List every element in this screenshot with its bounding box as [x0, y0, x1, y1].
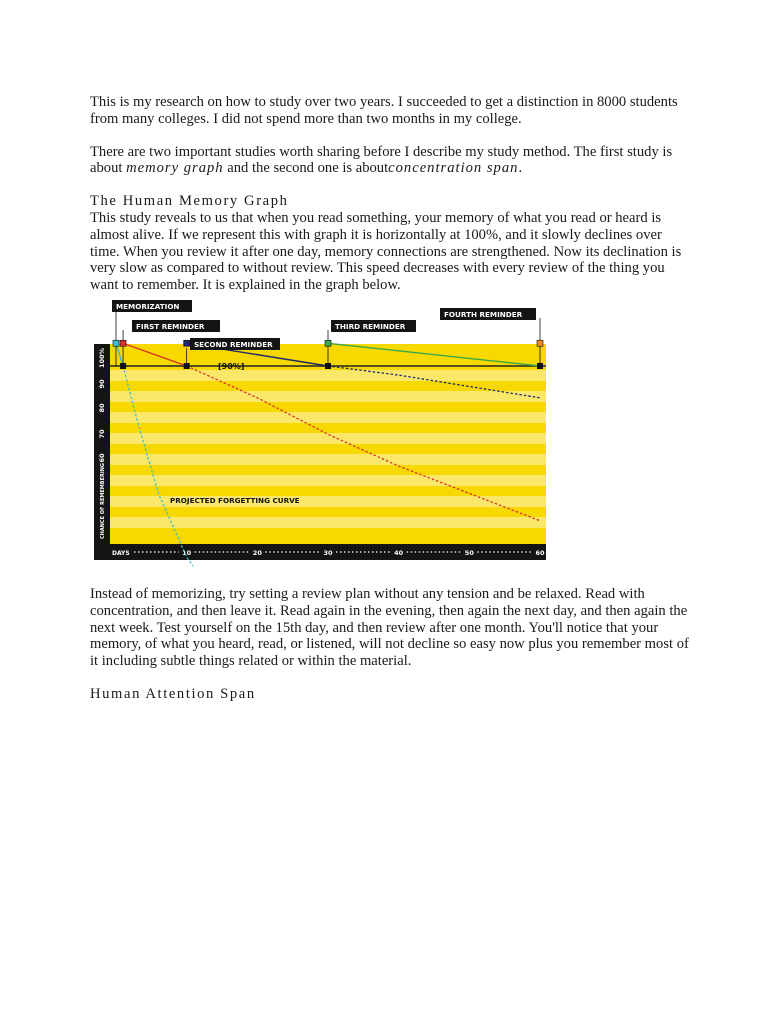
chart-stripe [110, 412, 546, 423]
studies-text-3: . [518, 160, 523, 177]
first-reminder-label: FIRST REMINDER [136, 321, 205, 331]
x-tick-label: 40 [394, 548, 404, 557]
ninety-percent-label: [90%] [218, 361, 245, 371]
studies-text-1: There are two important studies worth sharing before I describe my study method. The first study is about [90, 143, 673, 177]
memory-graph-paragraph: This study reveals to us that when you read something, your memory of what you read or heard is almost alive. If we represent this with graph it is horizontally at 100%, and it slowly declines over time. When you review it after one day, memory connections are strengthened. Now its declination is very slow as compared to without review. This speed decreases with every review of the thing you want to remember. It is explained in the graph below. [90, 209, 682, 294]
reminder-marker [113, 340, 119, 346]
memory-graph-chart [90, 296, 560, 566]
x-tick-label: 20 [252, 548, 262, 557]
intro-paragraph: This is my research on how to study over two years. I succeeded to get a distinction in 8000 students from many colleges. I did not spend more than two months in my college. [90, 94, 678, 127]
chart-stripe [110, 475, 546, 486]
x-tick-label: 30 [323, 548, 333, 557]
chart-stripe [110, 454, 546, 465]
studies-text-2: and the second one is about [223, 160, 389, 177]
memorization-label: MEMORIZATION [116, 301, 180, 311]
reminder-point [325, 363, 331, 369]
reminder-point [120, 363, 126, 369]
y-tick-label: 80 [98, 403, 106, 413]
reminder-point [537, 363, 543, 369]
reminder-marker [537, 340, 543, 346]
term-concentration-span: concentration span [388, 160, 519, 177]
second-reminder-label: SECOND REMINDER [194, 339, 273, 349]
y-tick-label: 100% [98, 347, 106, 369]
x-tick-label: 50 [464, 548, 474, 557]
studies-paragraph [90, 144, 690, 178]
y-tick-label: 60 [98, 453, 106, 463]
reminder-point [184, 363, 190, 369]
x-tick-label: 10 [182, 548, 192, 557]
reminder-marker [120, 340, 126, 346]
y-axis-label: CHANCE OF REMEMBERING [100, 462, 106, 539]
reminder-marker [184, 340, 190, 346]
term-memory-graph: memory graph [126, 160, 224, 177]
memory-graph-figure [90, 296, 560, 566]
heading-memory-graph: The Human Memory Graph [90, 193, 289, 210]
forgetting-curve-label: PROJECTED FORGETTING CURVE [170, 495, 300, 505]
y-tick-label: 70 [98, 429, 106, 439]
document-page [90, 94, 690, 703]
chart-stripe [110, 433, 546, 444]
chart-stripe [110, 391, 546, 402]
chart-stripe [110, 517, 546, 528]
heading-attention-span: Human Attention Span [90, 685, 256, 702]
x-axis-label: DAYS [112, 549, 130, 557]
x-tick-label: 60 [535, 548, 545, 557]
y-tick-label: 90 [98, 379, 106, 389]
reminder-marker [325, 340, 331, 346]
chart-stripe [110, 370, 546, 381]
review-plan-paragraph: Instead of memorizing, try setting a review plan without any tension and be relaxed. Read with concentration, and then leave it. Read again in the evening, then again the next day, and then again the next week. Test yourself on the 15th day, and then review after one month. You'll notice that your memory, of what you heard, read, or listened, will not decline so easy now plus you remember most of it including subtle things related or within the material. [90, 585, 689, 670]
fourth-reminder-label: FOURTH REMINDER [444, 309, 523, 319]
third-reminder-label: THIRD REMINDER [335, 321, 406, 331]
